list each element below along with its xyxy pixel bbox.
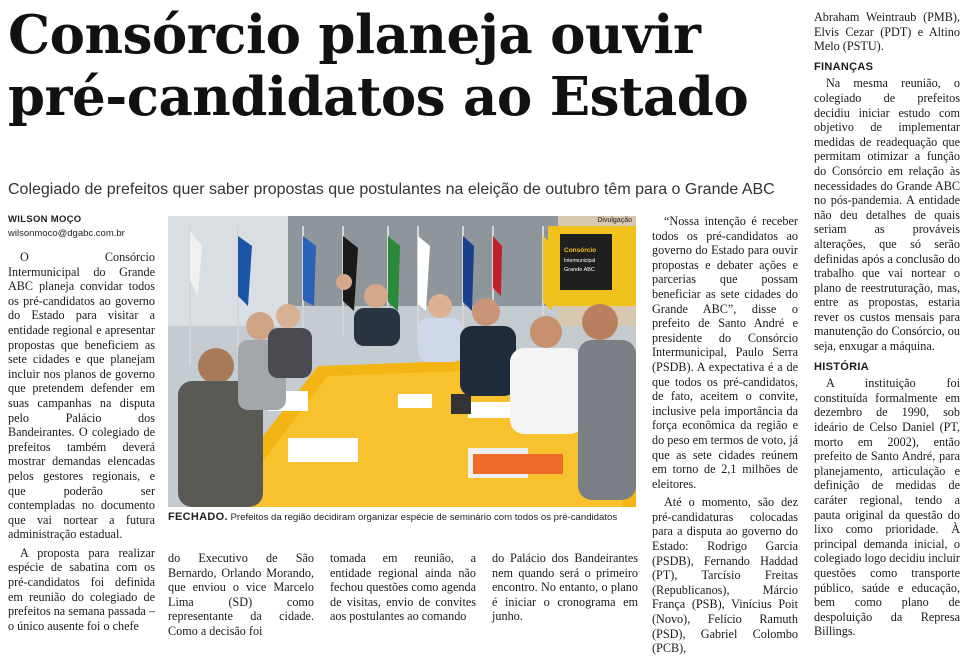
- paragraph: “Nossa intenção é receber todos os pré-candidatos ao governo do Estado para ouvir propostas e debater ações e parcerias que possam beneficiar as sete cidades do Grande ABC”, disse o prefeito de Santo André e presidente do Consórcio Intermunicipal, Paulo Serra (PSDB). A expectativa é a de que todos os pré-candidatos, de fato, aceitem o convite, inclusive pela importância da força econômica da região e do peso em termos de voto, já que as sete cidades reúnem em torno de 2,1 milhões de eleitores.: [652, 214, 798, 491]
- section-heading-historia: HISTÓRIA: [814, 360, 869, 373]
- paragraph: Até o momento, são dez pré-candidaturas colocadas para a disputa ao governo do Estado: Rodrigo Garcia (PSDB), Fernando Haddad (PT), Tarcísio Freitas (Republicanos), Márcio França (PSB), Vinícius Poit (Novo), Felício Ramuth (PSD), Gabriel Colombo (PCB),: [652, 495, 798, 656]
- section-heading-financas: FINANÇAS: [814, 60, 874, 73]
- article-column-3: [330, 551, 476, 624]
- svg-text:Intermunicipal: Intermunicipal: [564, 258, 596, 264]
- svg-text:Grande ABC: Grande ABC: [564, 267, 595, 273]
- article-column-1: [8, 250, 155, 633]
- meeting-photo: [168, 216, 636, 507]
- photo-credit: Divulgação: [597, 217, 632, 224]
- author-email: wilsonmoco@dgabc.com.br: [8, 228, 125, 239]
- article-photo: [168, 216, 636, 507]
- svg-text:Consórcio: Consórcio: [564, 247, 597, 254]
- article-column-2: [168, 551, 314, 639]
- headline: [8, 4, 798, 128]
- article-column-4-continued: [492, 551, 638, 624]
- headline-line-2: pré-candidatos ao Estado: [8, 66, 749, 128]
- paragraph: tomada em reunião, a entidade regional ainda não fechou questões como agenda de visitas, envio de convites aos postulantes ao comando: [330, 551, 476, 624]
- headline-line-1: Consórcio planeja ouvir: [8, 4, 701, 66]
- paragraph: A instituição foi constituída formalmente em dezembro de 1990, sob ideário de Celso Daniel (PT, morto em 2002), então prefeito de Santo André, para planejamento, articulação e definição de medidas de caráter regional, tendo a pauta original da questão do lixo como prioridade. À principal demanda inicial, o colegiado logo decidiu incluir questões como transporte público, saúde e educação, bem como plano de despoluição da Represa Billings.: [814, 376, 960, 639]
- photo-caption: [168, 511, 638, 523]
- paragraph: A proposta para realizar espécie de sabatina com os pré-candidatos foi definida em reunião do colegiado de prefeitos na semana passada – o único ausente foi o chefe: [8, 545, 155, 633]
- byline: [8, 214, 158, 239]
- article-column-4: [652, 214, 798, 656]
- paragraph: do Palácio dos Bandeirantes nem quando será o primeiro encontro. No entanto, o plano é iniciar o cronograma em junho.: [492, 551, 638, 624]
- subheadline: Colegiado de prefeitos quer saber propostas que postulantes na eleição de outubro têm para o Grande ABC: [8, 181, 775, 198]
- caption-lead: FECHADO.: [168, 511, 228, 523]
- paragraph: Na mesma reunião, o colegiado de prefeitos decidiu iniciar estudo com objetivo de implementar medidas de readequação que permitam otimizar a função do Consórcio em relação às necessidades do Grande ABC no pós-pandemia. A entidade não deu detalhes de quais seriam as prováveis alterações, que só serão definidas após a conclusão do trabalho que vai nortear o plano de reestruturação, mas, entre as propostas, estaria rever os custos mensais para manutenção do Consórcio, ou seja, enxugar a máquina.: [814, 76, 960, 354]
- caption-text: Prefeitos da região decidiram organizar espécie de seminário com todos os pré-candidatos: [227, 512, 618, 523]
- paragraph: O Consórcio Intermunicipal do Grande ABC planeja convidar todos os pré-candidatos ao governo do Estado para visitar a entidade regional e apresentar propostas que beneficiem as sete cidades e que planejam incluir nos planos de governo que pretendem defender em suas campanhas na disputa pelo Palácio dos Bandeirantes. O colegiado de prefeitos também deverá mostrar demandas elencadas pelos gestores regionais, e que poderão ser contempladas no documento que vai nortear a futura administração estadual.: [8, 250, 155, 542]
- paragraph: Abraham Weintraub (PMB), Elvis Cezar (PDT) e Altino Melo (PSTU).: [814, 10, 960, 54]
- author-name: WILSON MOÇO: [8, 214, 82, 225]
- article-column-5: [814, 10, 960, 639]
- paragraph: do Executivo de São Bernardo, Orlando Morando, que enviou o vice Marcelo Lima (SD) como representante da cidade. Como a decisão foi: [168, 551, 314, 638]
